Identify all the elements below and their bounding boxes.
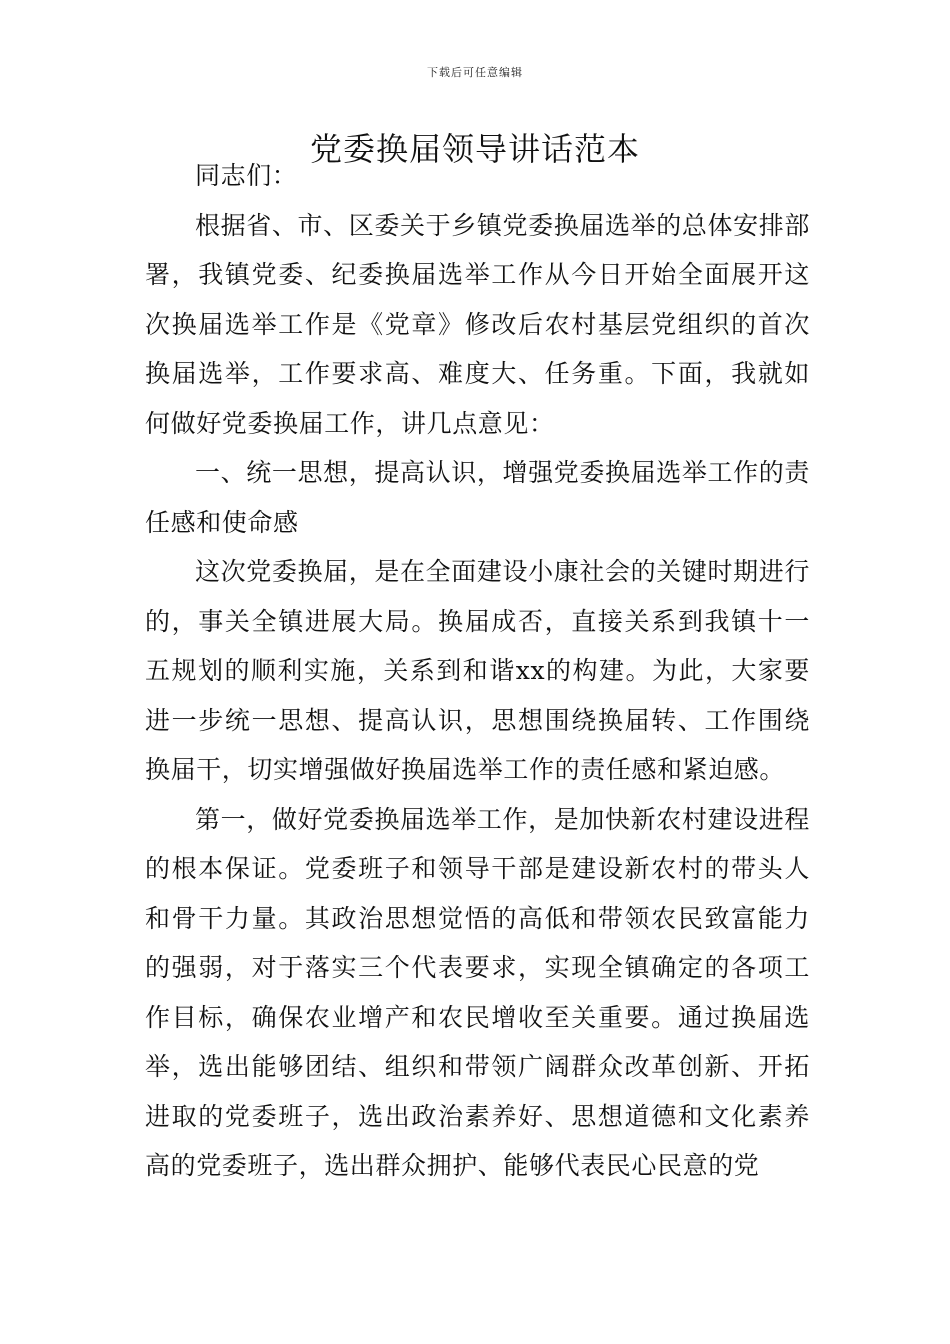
salutation: 同志们： bbox=[195, 161, 298, 190]
paragraph-intro: 根据省、市、区委关于乡镇党委换届选举的总体安排部署，我镇党委、纪委换届选举工作从今日开始全面展开这次换届选举工作是《党章》修改后农村基层党组织的首次换届选举，工作要求高、难度大、任务重。下面，我就如何做好党委换届工作，讲几点意见： bbox=[145, 210, 810, 438]
header-note: 下载后可任意编辑 bbox=[427, 66, 523, 79]
document-body bbox=[145, 151, 810, 1191]
section-heading-1: 一、统一思想，提高认识，增强党委换届选举工作的责任感和使命感 bbox=[145, 458, 810, 537]
paragraph-point-1: 第一，做好党委换届选举工作，是加快新农村建设进程的根本保证。党委班子和领导干部是建设新农村的带头人和骨干力量。其政治思想觉悟的高低和带领农民致富能力的强弱，对于落实三个代表要求，实现全镇确定的各项工作目标，确保农业增产和农民增收至关重要。通过换届选举，选出能够团结、组织和带领广阔群众改革创新、开拓进取的党委班子，选出政治素养好、思想道德和文化素养高的党委班子，选出群众拥护、能够代表民心民意的党 bbox=[145, 804, 810, 1180]
document-title: 党委换届领导讲话范本 bbox=[309, 130, 640, 168]
paragraph-section-1: 这次党委换届，是在全面建设小康社会的关键时期进行的，事关全镇进展大局。换届成否，直接关系到我镇十一五规划的顺利实施，关系到和谐xx的构建。为此，大家要进一步统一思想、提高认识，思想围绕换届转、工作围绕换届干，切实增强做好换届选举工作的责任感和紧迫感。 bbox=[145, 557, 810, 784]
